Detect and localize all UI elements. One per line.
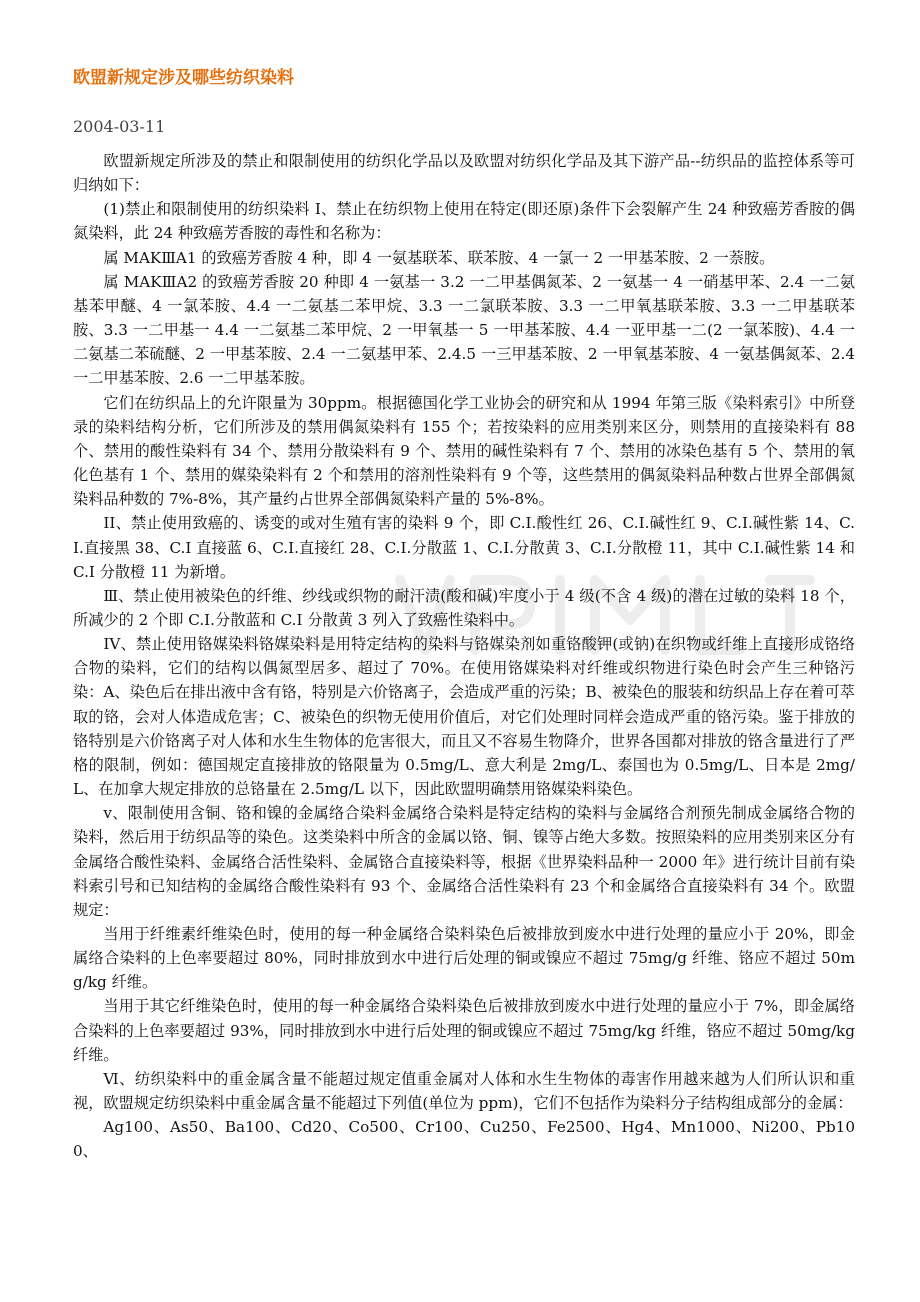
- paragraph: IV、禁止使用铬媒染料铬媒染料是用特定结构的染料与铬媒染剂如重铬酸钾(或钠)在织物或纤维上直接形成铬络合物的染料，它们的结构以偶氮型居多、超过了 70%。在使用铬媒染料对纤维或织物进行染色时会产生三种铬污染：A、染色后在排出液中含有铬，特别是六价铬离子，会造成严重的污染；B、被染色的服装和纺织品上存在着可萃取的铬，会对人体造成危害；C、被染色的织物无使用价值后，对它们处理时同样会造成严重的铬污染。鉴于排放的铬特别是六价铬离子对人体和水生生物体的危害很大，而且又不容易生物降介，世界各国都对排放的铬含量进行了严格的限制，例如：德国规定直接排放的铬限量为 0.5mg/L、意大利是 2mg/L、泰国也为 0.5mg/L、日本是 2mg/L、在加拿大规定排放的总铬量在 2.5mg/L 以下，因此欧盟明确禁用铬媒染料染色。: [73, 635, 855, 799]
- paragraph: 它们在纺织品上的允许限量为 30ppm。根据德国化学工业协会的研究和从 1994 年第三版《染料索引》中所登录的染料结构分析，它们所涉及的禁用偶氮染料有 155 个；若按染料的应用类别来区分，则禁用的直接染料有 88 个、禁用的酸性染料有 34 个、禁用分散染料有 9 个、禁用的碱性染料有 7 个、禁用的冰染色基有 5 个、禁用的氧化色基有 1 个、禁用的媒染染料有 2 个和禁用的溶剂性染料有 9 个等，这些禁用的偶氮染料品种数占世界全部偶氮染料品种数的 7%-8%，其产量约占世界全部偶氮染料产量的 5%-8%。: [73, 393, 855, 509]
- article-title: 欧盟新规定涉及哪些纺织染料: [73, 68, 294, 88]
- paragraph: Ⅲ、禁止使用被染色的纤维、纱线或织物的耐汗渍(酸和碱)牢度小于 4 级(不含 4 级)的潜在过敏的染料 18 个，所减少的 2 个即 C.I.分散蓝和 C.I 分散黄 3 列入了致癌性染料中。: [73, 586, 855, 629]
- paragraph: II、禁止使用致癌的、诱变的或对生殖有害的染料 9 个，即 C.I.酸性红 26、C.I.碱性红 9、C.I.碱性紫 14、C.I.直接黑 38、C.I 直接蓝 6、C.I.直接红 28、C.I.分散蓝 1、C.I.分散黄 3、C.I.分散橙 11，其中 C.I.碱性紫 14 和 C.I 分散橙 11 为新增。: [73, 514, 855, 581]
- article-date: 2004-03-11: [73, 117, 166, 136]
- paragraph: 属 MAKⅢA1 的致癌芳香胺 4 种，即 4 一氨基联苯、联苯胺、4 一氯一 2 一甲基苯胺、2 一萘胺。: [103, 248, 775, 267]
- paragraph: (1)禁止和限制使用的纺织染料 I、禁止在纺织物上使用在特定(即还原)条件下会裂解产生 24 种致癌芳香胺的偶氮染料，此 24 种致癌芳香胺的毒性和名称为：: [73, 200, 855, 243]
- paragraph: Ⅵ、纺织染料中的重金属含量不能超过规定值重金属对人体和水生生物体的毒害作用越来越为人们所认识和重视，欧盟规定纺织染料中重金属含量不能超过下列值(单位为 ppm)，它们不包括作为染料分子结构组成部分的金属：: [73, 1069, 855, 1113]
- paragraph: 属 MAKⅢA2 的致癌芳香胺 20 种即 4 一氨基一 3.2 一二甲基偶氮苯、2 一氨基一 4 一硝基甲苯、2.4 一二氨基苯甲醚、4 一氯苯胺、4.4 一二氨基二苯甲烷、3.3 一二氯联苯胺、3.3 一二甲氧基联苯胺、3.3 一二甲基联苯胺、3.3 一二甲基一 4.4 一二氨基二苯甲烷、2 一甲氧基一 5 一甲基苯胺、4.4 一亚甲基一二(2 一氯苯胺)、4.4 一二氨基二苯硫醚、2 一甲基苯胺、2.4 一二氨基甲苯、2.4.5 一三甲基苯胺、2 一甲氧基苯胺、4 一氨基偶氮苯、2.4 一二甲基苯胺、2.6 一二甲基苯胺。: [73, 272, 855, 388]
- paragraph: ⅴ、限制使用含铜、铬和镍的金属络合染料金属络合染料是特定结构的染料与金属络合剂预先制成金属络合物的染料，然后用于纺织品等的染色。这类染料中所含的金属以铬、铜、镍等占绝大多数。按照染料的应用类别来区分有金属络合酸性染料、金属络合活性染料、金属铬合直接染料等，根据《世界染料品种一 2000 年》进行统计目前有染料索引号和已知结构的金属络合酸性染料有 93 个、金属络合活性染料有 23 个和金属络合直接染料有 34 个。欧盟规定：: [73, 804, 855, 919]
- paragraph: Ag100、As50、Ba100、Cd20、Co500、Cr100、Cu250、Fe2500、Hg4、Mn1000、Ni200、Pb100、: [73, 1118, 855, 1161]
- paragraph: 当用于纤维素纤维染色时，使用的每一种金属络合染料染色后被排放到废水中进行处理的量应小于 20%，即金属络合染料的上色率要超过 80%，同时排放到水中进行后处理的铜或镍应不超过 75mg/g 纤维、铬应不超过 50mg/kg 纤维。: [73, 925, 855, 992]
- paragraph: 当用于其它纤维染色时，使用的每一种金属络合染料染色后被排放到废水中进行处理的量应小于 7%，即金属络合染料的上色率要超过 93%，同时排放到水中进行后处理的铜或镍应不超过 75mg/kg 纤维，铬应不超过 50mg/kg 纤维。: [73, 997, 855, 1064]
- article-body: [73, 149, 855, 1164]
- paragraph: 欧盟新规定所涉及的禁止和限制使用的纺织化学品以及欧盟对纺织化学品及其下游产品--纺织品的监控体系等可归纳如下：: [73, 152, 855, 195]
